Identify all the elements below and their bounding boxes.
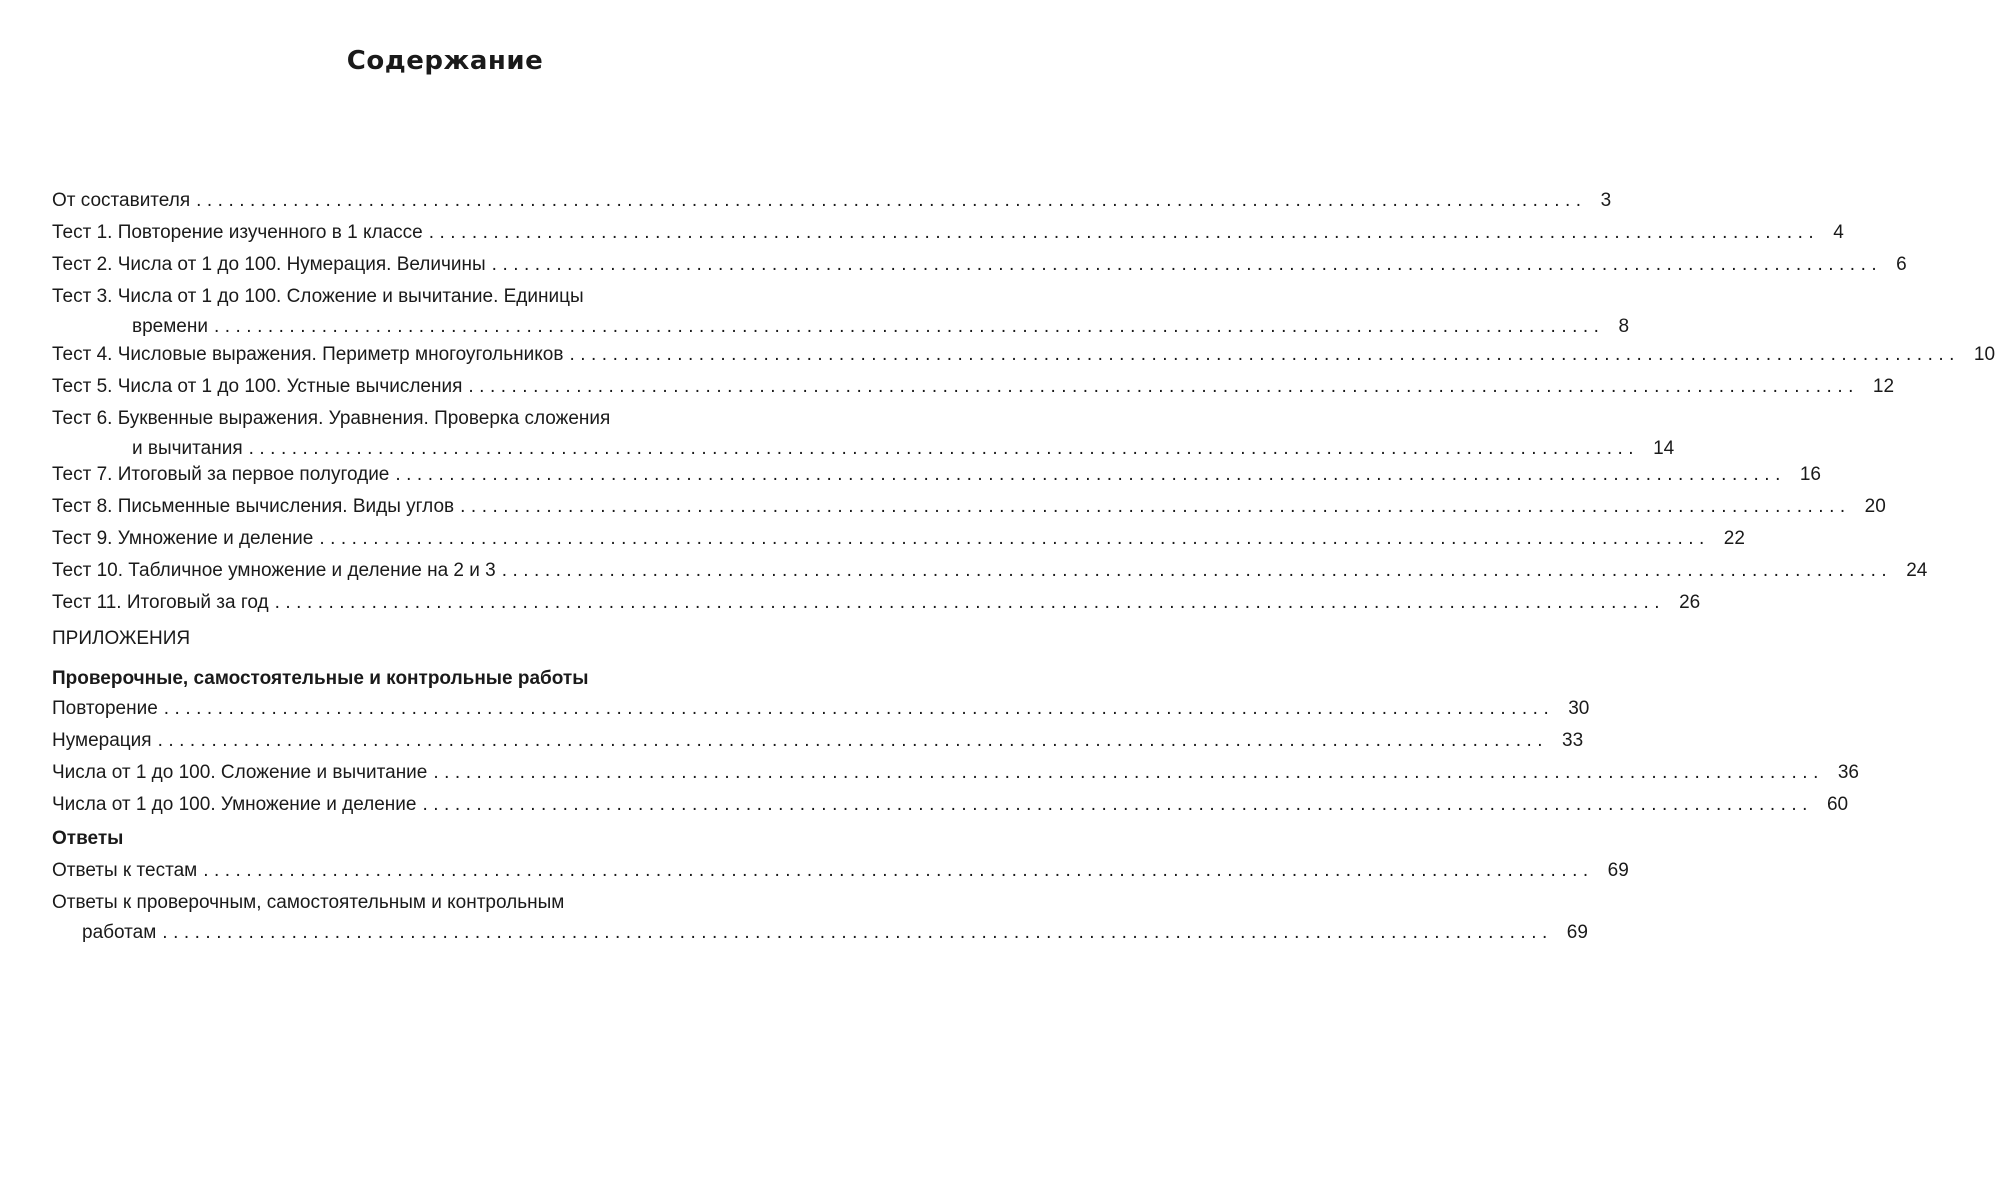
toc-entry-test-4[interactable]: [52, 340, 1995, 370]
toc-page-number: 8: [1618, 316, 1630, 337]
toc-entry-label: Нумерация: [52, 730, 152, 751]
dot-leader: .................................................................................................................................: [157, 730, 1549, 751]
dot-leader: .................................................................................................................................: [569, 344, 1960, 365]
dot-leader: .................................................................................................................................: [213, 316, 1605, 337]
toc-entry-label: Ответы к проверочным, самостоятельным и контрольным: [52, 892, 565, 913]
toc-entry-test-10[interactable]: [52, 556, 1928, 586]
toc-entry-test-9[interactable]: [52, 524, 1745, 554]
toc-page-number: 20: [1864, 496, 1886, 517]
toc-entry-preface[interactable]: [52, 186, 1612, 216]
toc-page-number: 33: [1562, 730, 1584, 751]
toc-entry-label: Повторение: [52, 698, 158, 719]
toc-page-number: 24: [1906, 560, 1928, 581]
toc-page-number: 69: [1566, 922, 1588, 943]
dot-leader: .................................................................................................................................: [428, 222, 1820, 243]
toc-page-number: 69: [1607, 860, 1629, 881]
toc-entry-test-3[interactable]: [52, 282, 1630, 342]
toc-entry-label: Числа от 1 до 100. Сложение и вычитание: [52, 762, 428, 783]
toc-entry-label: Тест 7. Итоговый за первое полугодие: [52, 464, 390, 485]
toc-entry-label: Тест 9. Умножение и деление: [52, 528, 314, 549]
toc-page-number: 10: [1973, 344, 1995, 365]
toc-page-number: 14: [1653, 438, 1675, 459]
dot-leader: .................................................................................................................................: [162, 922, 1553, 943]
toc-entry-label: От составителя: [52, 190, 191, 211]
toc-page-number: 60: [1826, 794, 1849, 815]
dot-leader: .................................................................................................................................: [203, 860, 1594, 881]
toc-page-number: 16: [1799, 464, 1821, 485]
toc-entry-label: Тест 4. Числовые выражения. Периметр многоугольников: [52, 344, 564, 365]
toc-page-number: 22: [1723, 528, 1745, 549]
dot-leader: .................................................................................................................................: [422, 794, 1813, 815]
dot-leader: .................................................................................................................................: [433, 762, 1824, 783]
toc-entry-label: Тест 5. Числа от 1 до 100. Устные вычисления: [52, 376, 463, 397]
toc-page-number: 6: [1896, 254, 1907, 275]
toc-entry-label: Тест 10. Табличное умножение и деление на 2 и 3: [52, 560, 496, 581]
toc-page-number: 30: [1568, 698, 1590, 719]
page-title: Содержание: [346, 46, 544, 76]
toc-entry-test-8[interactable]: [52, 492, 1886, 522]
dot-leader: .................................................................................................................................: [468, 376, 1859, 397]
toc-entry-label: Тест 1. Повторение изученного в 1 классе: [52, 222, 423, 243]
dot-leader: .................................................................................................................................: [163, 698, 1555, 719]
toc-entry-label-continued: и вычитания: [132, 438, 243, 459]
toc-entry-label-continued: времени: [132, 316, 208, 337]
toc-page-number: 4: [1833, 222, 1844, 243]
toc-entry-label: Тест 3. Числа от 1 до 100. Сложение и вычитание. Единицы: [52, 286, 584, 307]
toc-entry-addition[interactable]: [52, 758, 1859, 788]
toc-entry-test-7[interactable]: [52, 460, 1821, 490]
toc-entry-numeration[interactable]: [52, 726, 1584, 756]
toc-entry-label: Тест 8. Письменные вычисления. Виды углов: [52, 496, 455, 517]
toc-entry-test-11[interactable]: [52, 588, 1701, 618]
dot-leader: .................................................................................................................................: [274, 592, 1666, 613]
toc-entry-label-continued: работам: [82, 922, 157, 943]
toc-entry-label: Тест 2. Числа от 1 до 100. Нумерация. Величины: [52, 254, 486, 275]
dot-leader: .................................................................................................................................: [501, 560, 1893, 581]
toc-entry-label: Ответы к тестам: [52, 860, 198, 881]
toc-entry-answers-works[interactable]: [52, 888, 1588, 948]
toc-entry-test-1[interactable]: [52, 218, 1844, 248]
works-heading: Проверочные, самостоятельные и контрольные работы: [52, 668, 589, 689]
toc-page-number: 3: [1600, 190, 1612, 211]
dot-leader: .................................................................................................................................: [319, 528, 1710, 549]
toc-entry-test-5[interactable]: [52, 372, 1895, 402]
dot-leader: .................................................................................................................................: [491, 254, 1883, 275]
answers-heading: Ответы: [52, 828, 124, 849]
toc-page-number: 36: [1837, 762, 1859, 783]
toc-entry-label: Числа от 1 до 100. Умножение и деление: [52, 794, 417, 815]
dot-leader: .................................................................................................................................: [395, 464, 1786, 485]
toc-entry-test-2[interactable]: [52, 250, 1907, 280]
toc-entry-label: Тест 11. Итоговый за год: [52, 592, 269, 613]
toc-entry-answers-tests[interactable]: [52, 856, 1629, 886]
dot-leader: .................................................................................................................................: [460, 496, 1851, 517]
toc-entry-test-6[interactable]: [52, 404, 1675, 464]
appendix-heading: ПРИЛОЖЕНИЯ: [52, 628, 191, 649]
toc-page-number: 12: [1872, 376, 1895, 397]
toc-entry-label: Тест 6. Буквенные выражения. Уравнения. Проверка сложения: [52, 408, 611, 429]
dot-leader: .................................................................................................................................: [248, 438, 1640, 459]
toc-entry-multiplication[interactable]: [52, 790, 1849, 820]
dot-leader: .................................................................................................................................: [196, 190, 1587, 211]
toc-page-number: 26: [1679, 592, 1701, 613]
toc-entry-review[interactable]: [52, 694, 1590, 724]
